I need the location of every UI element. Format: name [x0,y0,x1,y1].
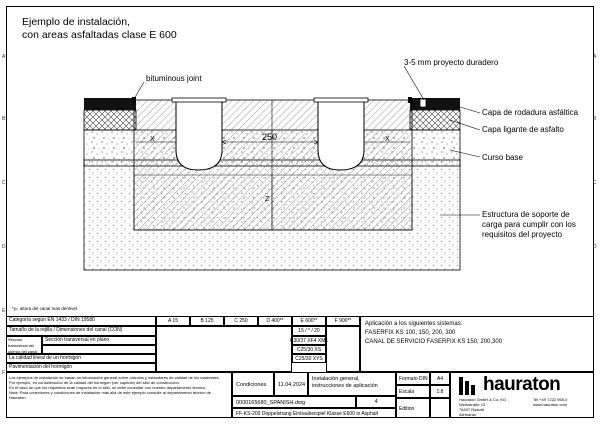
label-proyecto-duradero: 3-5 mm proyecto duradero [404,58,499,67]
tb-class-e600: E 600** [292,316,326,326]
channel-body-left [176,100,222,170]
grate-left [172,98,226,102]
tb-quality-label: La calidad lineal de un hormigón [6,354,156,363]
tb-format-label: Formato DIN [396,372,430,385]
side-letter-c: C [2,180,6,186]
side-letter-d: D [2,244,6,250]
tb-sheet: 4 [356,396,396,408]
label-bituminous-joint: bituminous joint [146,74,202,83]
tb-class-a15: A 15 [156,316,190,326]
title-line-2: con areas asfaltadas clase E 600 [22,29,177,41]
grate-right [314,98,368,102]
tb-drawing-no: 0000165680_SPANISH.dwg [232,396,356,408]
tb-edition-value [430,398,450,418]
tb-f900-empty [326,326,360,372]
tb-disclaimer: Los ejemplos de instalación se basan en información general sobre cálculos y estándares de calidad de los materiales. Por ejemplo, en consideración de la calidad del hormigón (ver capítulo) del sitio de construcción. En el caso de que los requisitos sean mayores en el sitio, se debe consultar con nuestro departamento técnico. Nota: Para conexiones y condiciones de instalación más allá de este ejemplo consulte al departamento técnico de Hauraton. [6,372,232,418]
concrete-bed [134,175,412,230]
side-letter-e: E [2,308,6,314]
tb-section-label: Sección transversal del cuerpo del canal [6,336,42,354]
label-capa-rodadura: Capa de rodadura asfáltica [482,108,579,117]
dimension-x-left: X [150,136,155,143]
tb-x-value-4: C25/30 XYS [292,354,326,363]
label-estructura: Estructura de soporte de carga para cumplir con los requisitos del proyecto [482,210,576,239]
tb-scale-label: Escala [396,385,430,398]
tb-scale-value: 1:8 [430,385,450,398]
hauraton-brand: hauraton [483,374,561,395]
tb-class-c250: C 250 [224,316,258,326]
dimension-250: 250 [262,132,278,142]
tb-x-value-2: C30/37 XF4 XM1 [289,337,329,344]
leader-bituminous [134,82,144,99]
channel-body-right [318,100,364,170]
tb-x-value-1: 15 / * / 20 [292,326,326,336]
tb-class-f900: F 900** [326,316,360,326]
tb-x-value-3: C25/30 XS [292,345,326,354]
leader-proyecto [404,66,424,100]
tb-paving-label: Pavimentación del hormigón [6,363,156,372]
logo-address: Hauraton GmbH & Co. KG Werkstraße 13 76437 Rastatt Alemania [459,397,507,417]
tb-class-d400: D 400** [258,316,292,326]
footnote: *y= altura del canal mas dentivel [12,306,77,311]
side-letter-b: B [2,116,6,122]
tb-category-label: Categoría según EN 1433 / DIN 19580 [6,316,156,326]
tb-classes-empty [156,326,292,372]
tb-section-plane-label: Sección transversal en plano [42,336,156,345]
asphalt-left [84,98,136,110]
label-capa-ligante: Capa ligante de asfalto [482,125,564,134]
tb-class-b125: B 125 [190,316,224,326]
tb-edition-label: Edition [396,398,430,418]
tb-application: Aplicación a los siguientes sistemas: FASERFIX KS 100, 150, 200, 300 CANAL DE SERVICIO FASERFIX KS 150, 200,300 [360,316,594,372]
tb-install: Instalación general, instrucciones de aplicación [308,372,396,396]
tb-size-label: Tamaño de la rejilla / Dimensiones del canal (CON) [6,326,156,336]
hauraton-logo-icon [459,377,479,395]
tb-date: 11.04.2024 [274,372,308,396]
binder-layer-left [84,110,136,130]
tb-empty [42,345,156,354]
title-line-1: Ejemplo de instalación, [22,16,130,28]
tb-conditions-label: Condiciones [232,372,274,396]
label-curso-base: Curso base [482,153,523,162]
dimension-z: Z [265,196,270,203]
tb-caption: FF-KS-200 Doppelstrang Einbaubeispiel Klasse E600 in Asphalt [232,408,396,418]
side-letter-b-right: B [593,116,597,122]
dimension-x-right: X [385,136,390,143]
logo-contact: Tel +49 7222 958-0 www.hauraton.com [533,397,568,407]
tb-format-value: A4 [430,372,450,385]
tb-logo-block [450,372,594,418]
asphalt-right [410,98,460,110]
side-letter-c-right: C [593,180,597,186]
side-letter-f: F [2,370,6,376]
side-letter-a-right: A [593,54,597,60]
side-letter-d-right: D [593,244,597,250]
binder-layer-right [410,110,460,130]
side-letter-a: A [2,54,6,60]
